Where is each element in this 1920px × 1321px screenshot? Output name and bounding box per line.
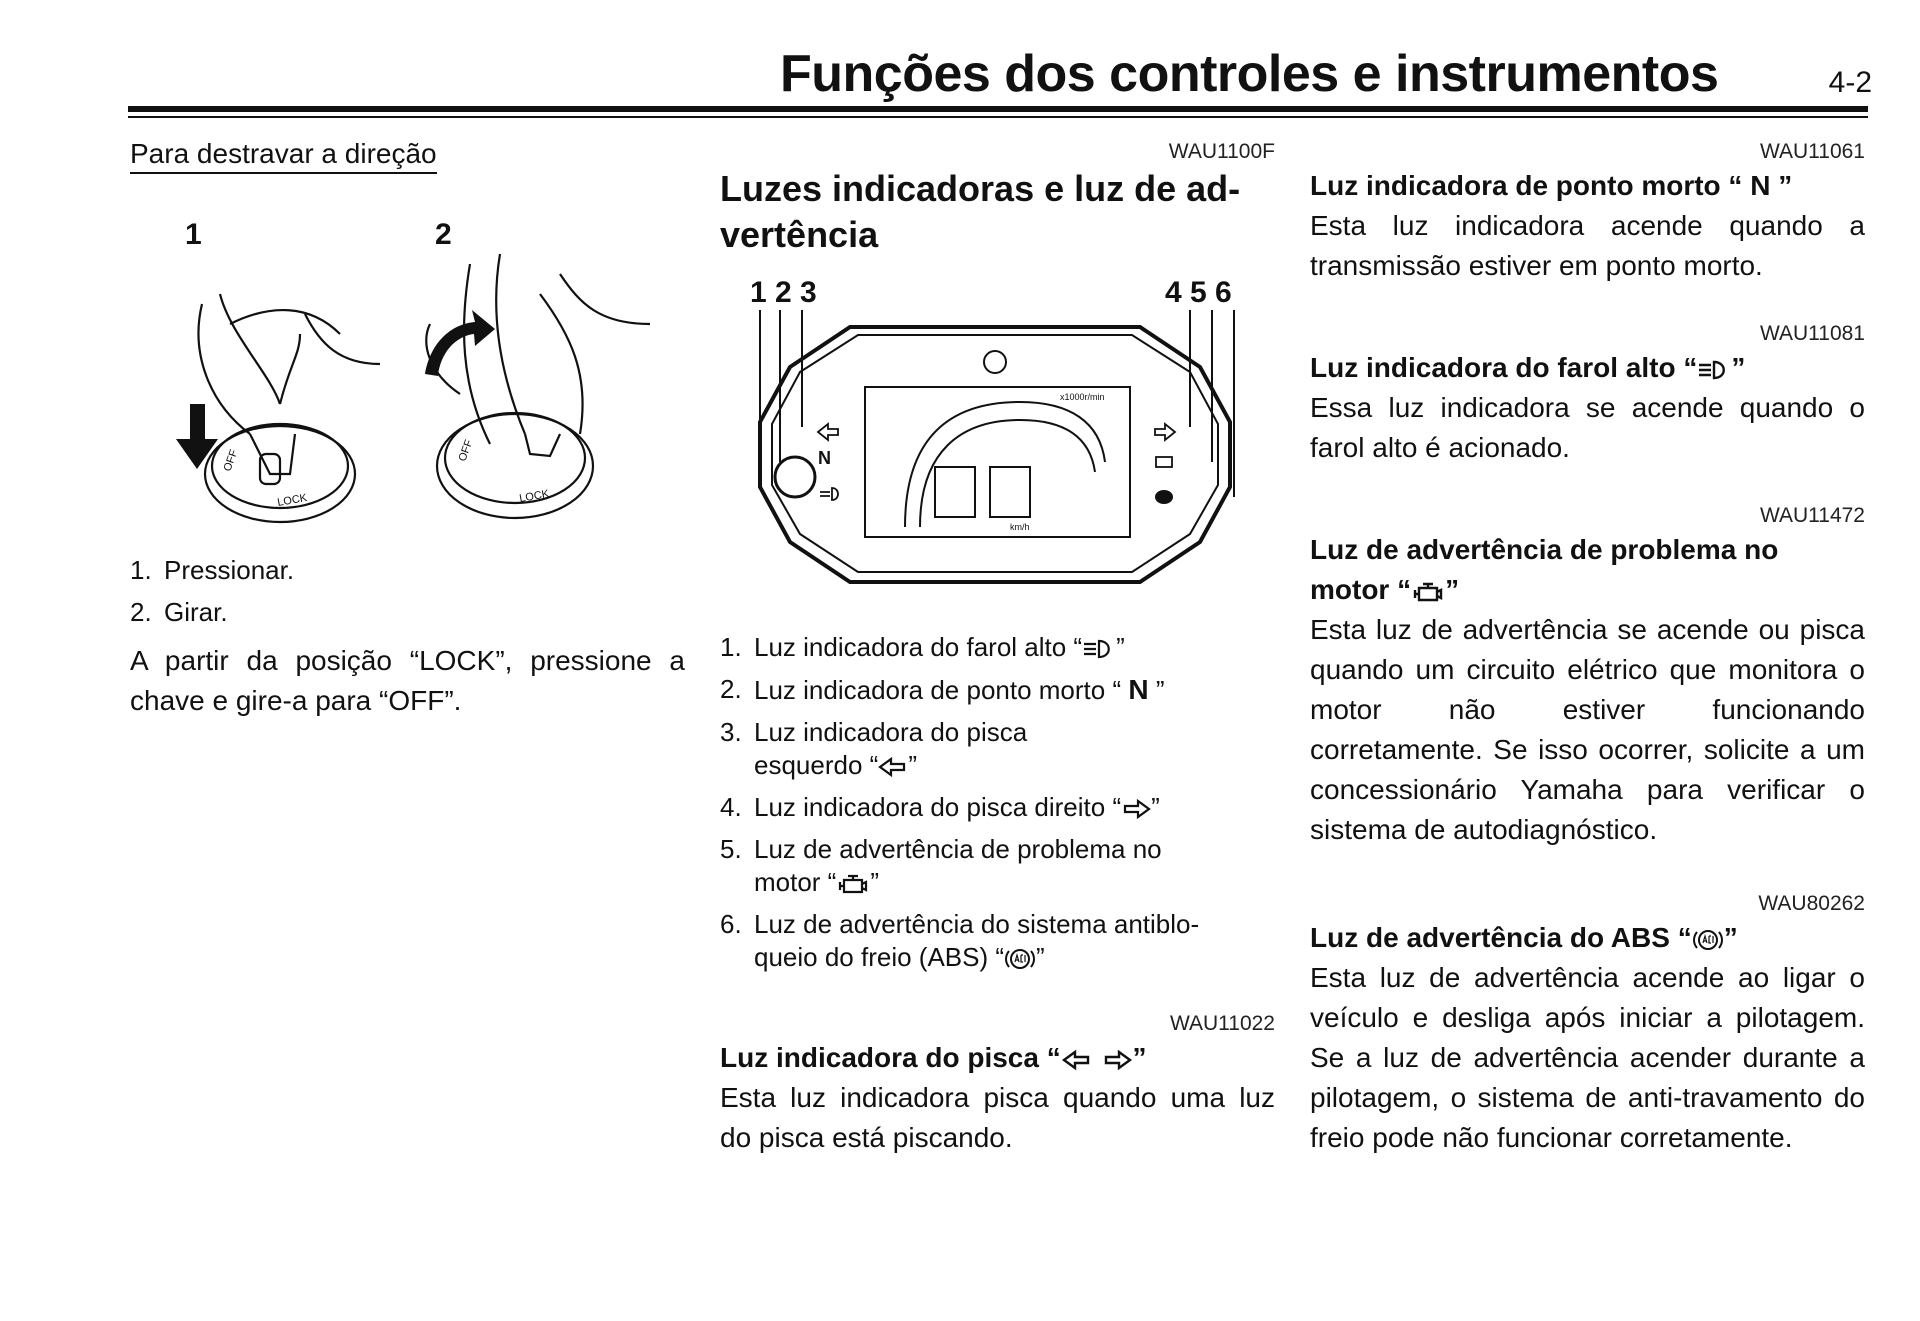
- caption-item: 1. Luz indicadora do farol alto “ ”: [720, 632, 1125, 662]
- section-code: WAU80262: [1758, 892, 1865, 915]
- turn-signal-heading: Luz indicadora do pisca “ ”: [720, 1042, 1147, 1073]
- lock-label-off-2: OFF: [456, 438, 476, 464]
- ignition-lock-1: [199, 294, 380, 522]
- dash-left-arrow-icon: [818, 424, 838, 440]
- abs-icon: [1692, 927, 1724, 953]
- high-beam-heading: Luz indicadora do farol alto “ ”: [1310, 352, 1746, 383]
- dash-abs-icon: [1155, 490, 1173, 504]
- left-arrow-icon: [1061, 1048, 1093, 1072]
- neutral-body: Esta luz indicadora acende quando a transmissão estiver em ponto morto.: [1310, 210, 1865, 281]
- column-left: [130, 138, 685, 721]
- figure-label-1: 1: [185, 218, 202, 251]
- subsection-title: Para destravar a direção: [130, 138, 437, 174]
- instrument-panel-figure: [720, 272, 1275, 617]
- high-beam-body: Essa luz indicadora se acende quando o farol alto é acionado.: [1310, 392, 1865, 463]
- caption-item: 3. Luz indicadora do pisca esquerdo “ ”: [720, 717, 1028, 780]
- abs-icon: [1004, 946, 1036, 972]
- right-arrow-icon: [1101, 1048, 1133, 1072]
- column-middle: [720, 138, 1275, 1158]
- header-rule-thin: [128, 116, 1868, 118]
- figure-label-2: 2: [435, 218, 452, 251]
- dash-high-beam-icon: [820, 488, 838, 500]
- high-beam-icon: [1697, 359, 1731, 381]
- engine-warning-heading: Luz de advertência de problema no motor “ ”: [1310, 534, 1779, 605]
- header-rule: [128, 106, 1868, 112]
- figure-captions: [130, 554, 685, 629]
- rotate-arrow-icon: [425, 310, 495, 376]
- engine-warning-body: Esta luz de advertência se acende ou pisca quando um circuito elétrico que monitora o motor não estiver funcionando corretamente. Se isso ocorrer, solicite a um concessionário Yamaha para verificar o sistema de autodiagnóstico.: [1310, 614, 1865, 845]
- section-heading: Luzes indicadoras e luz de ad- vertência: [720, 168, 1241, 255]
- dash-engine-icon: [1156, 457, 1172, 467]
- abs-warning-heading: Luz de advertência do ABS “ ”: [1310, 922, 1738, 953]
- caption-item: 2. Girar.: [130, 597, 228, 627]
- column-right: [1310, 138, 1865, 1158]
- lock-label-lock-2: LOCK: [518, 487, 551, 505]
- turn-signal-body: Esta luz indicadora pisca quando uma luz do pisca está piscando.: [720, 1082, 1275, 1153]
- section-code: WAU1100F: [1168, 140, 1275, 163]
- neutral-heading: Luz indicadora de ponto morto “ N ”: [1310, 170, 1793, 201]
- left-arrow-icon: [878, 756, 908, 778]
- dash-speed-unit: km/h: [1010, 522, 1030, 532]
- lock-label-off-1: OFF: [221, 448, 241, 474]
- lock-label-lock-1: LOCK: [276, 491, 309, 509]
- page-title: Funções dos controles e instrumentos: [780, 45, 1719, 103]
- high-beam-icon: [1082, 638, 1116, 660]
- unlock-instructions: A partir da posição “LOCK”, pressione a chave e gire-a para “OFF”.: [130, 645, 685, 716]
- dash-labels-right: 4 5 6: [1165, 276, 1232, 309]
- steering-unlock-figure: [130, 204, 685, 534]
- dash-labels-left: 1 2 3: [750, 276, 817, 309]
- dash-right-arrow-icon: [1155, 424, 1175, 440]
- dash-rpm-unit: x1000r/min: [1060, 392, 1105, 402]
- right-arrow-icon: [1121, 798, 1151, 820]
- ignition-lock-2: [426, 254, 650, 518]
- dash-captions: [720, 631, 1275, 974]
- section-code: WAU11081: [1759, 322, 1865, 345]
- engine-icon: [1411, 580, 1445, 604]
- engine-icon: [836, 872, 870, 896]
- neutral-icon: N: [1750, 170, 1771, 201]
- section-code: WAU11022: [1169, 1012, 1275, 1035]
- page-number: 4-2: [1828, 66, 1872, 99]
- caption-item: 1. Pressionar.: [130, 555, 295, 585]
- neutral-icon: N: [1128, 674, 1149, 705]
- caption-item: 6. Luz de advertência do sistema antiblo- queio do freio (ABS) “ ”: [720, 909, 1200, 972]
- section-code: WAU11061: [1759, 140, 1865, 163]
- section-code: WAU11472: [1759, 504, 1865, 527]
- caption-item: 5. Luz de advertência de problema no motor “ ”: [720, 834, 1162, 897]
- caption-item: 2. Luz indicadora de ponto morto “ N ”: [720, 674, 1165, 705]
- caption-item: 4. Luz indicadora do pisca direito “ ”: [720, 792, 1160, 822]
- dash-neutral-glyph: N: [818, 448, 831, 468]
- abs-warning-body: Esta luz de advertência acende ao ligar o veículo e desliga após iniciar a pilotagem. Se a luz de advertência acender durante a pilotagem, o sistema de anti-travamento do freio pode não funcionar corretamente.: [1310, 962, 1865, 1153]
